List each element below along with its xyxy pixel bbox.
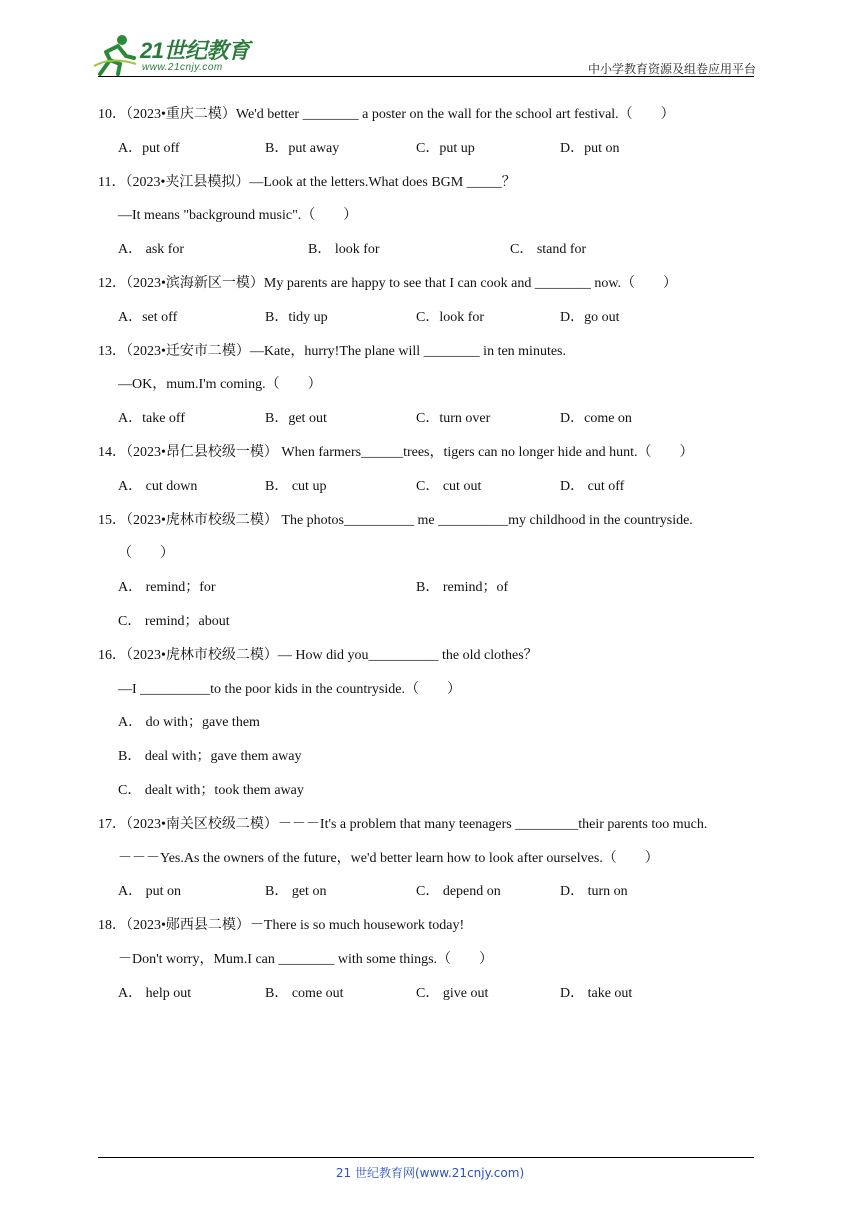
option-c: C．look for (416, 309, 485, 325)
option-a: A． ask for (118, 242, 185, 258)
option-a: A．put off (118, 140, 180, 156)
logo-url: www.21cnjy.com (142, 62, 223, 73)
question-11-reply: —It means "background music".（ ） (118, 208, 358, 224)
question-11: 11．（2023•夹江县模拟）—Look at the letters.What does BGM _____？ (98, 174, 516, 190)
question-17-reply: －－－Yes.As the owners of the future，we'd better learn how to look after ourselves.（ ） (118, 850, 659, 866)
question-15-option-c: C． remind；about (118, 613, 230, 629)
page-footer: 21 世纪教育网(www.21cnjy.com) (335, 1166, 525, 1180)
runner-logo-icon (92, 34, 138, 76)
option-a: A．take off (118, 411, 185, 427)
question-18-reply: －Don't worry，Mum.I can ________ with some things.（ ） (118, 951, 494, 967)
option-a: A． cut down (118, 478, 198, 494)
question-11-options (98, 239, 778, 273)
question-14-options (98, 476, 778, 510)
option-c: C． depend on (416, 884, 501, 900)
option-a: A． help out (118, 985, 192, 1001)
question-14: 14．（2023•昂仁县校级一模） When farmers______trees，tigers can no longer hide and hunt.（ ） (98, 444, 694, 460)
option-d: D． turn on (560, 884, 628, 900)
question-list (98, 104, 778, 1017)
question-16-option-a: A． do with；gave them (118, 715, 260, 731)
option-b: B．tidy up (265, 309, 328, 325)
option-d: D． take out (560, 985, 633, 1001)
option-b: B． look for (308, 242, 380, 258)
option-a: A．set off (118, 309, 178, 325)
page-header (0, 0, 860, 90)
question-17: 17．（2023•南关区校级二模）－－－It's a problem that many teenagers _________their parents too much. (98, 816, 708, 832)
question-16-option-b: B． deal with；gave them away (118, 749, 302, 765)
option-c: C． cut out (416, 478, 482, 494)
option-a: A． put on (118, 884, 181, 900)
option-c: C．turn over (416, 411, 491, 427)
option-d: D． cut off (560, 478, 625, 494)
question-16-reply: —I __________to the poor kids in the countryside.（ ） (118, 681, 461, 697)
option-c: C． stand for (510, 242, 587, 258)
option-b: B． get on (265, 884, 327, 900)
header-platform-name: 中小学教育资源及组卷应用平台 (587, 62, 756, 76)
option-b: B． cut up (265, 478, 327, 494)
question-13-options (98, 408, 778, 442)
question-13-reply: —OK，mum.I'm coming.（ ） (118, 377, 322, 393)
question-18: 18．（2023•郧西县二模）－There is so much housework today! (98, 918, 465, 934)
question-17-options (98, 881, 778, 915)
header-divider (98, 76, 754, 77)
option-b: B． come out (265, 985, 344, 1001)
question-12-options (98, 307, 778, 341)
option-d: D．put on (560, 140, 620, 156)
question-10-options (98, 138, 778, 172)
option-c: C． give out (416, 985, 489, 1001)
question-15-options-row1 (98, 577, 778, 611)
question-15-bracket: （ ） (118, 546, 174, 562)
question-10: 10．（2023•重庆二模）We'd better ________ a poster on the wall for the school art festival.（ ） (98, 107, 675, 122)
option-a: A． remind；for (118, 580, 216, 596)
option-b: B．put away (265, 140, 340, 156)
option-b: B． remind；of (416, 580, 509, 596)
option-b: B．get out (265, 411, 327, 427)
option-d: D．go out (560, 309, 620, 325)
logo-text: 21世纪教育 (140, 38, 250, 63)
footer-divider (98, 1157, 754, 1158)
question-15: 15．（2023•虎林市校级二模） The photos__________ me __________my childhood in the countryside. (98, 512, 693, 528)
question-16-option-c: C． dealt with；took them away (118, 782, 304, 798)
question-12: 12．（2023•滨海新区一模）My parents are happy to see that I can cook and ________ now.（ ） (98, 275, 678, 291)
question-13: 13．（2023•迁安市二模）—Kate，hurry!The plane will ________ in ten minutes. (98, 343, 567, 359)
site-logo (92, 34, 260, 78)
question-18-options (98, 983, 778, 1017)
option-d: D．come on (560, 411, 632, 427)
option-c: C．put up (416, 140, 475, 156)
question-16: 16．（2023•虎林市校级二模）— How did you__________ the old clothes？ (98, 647, 538, 663)
